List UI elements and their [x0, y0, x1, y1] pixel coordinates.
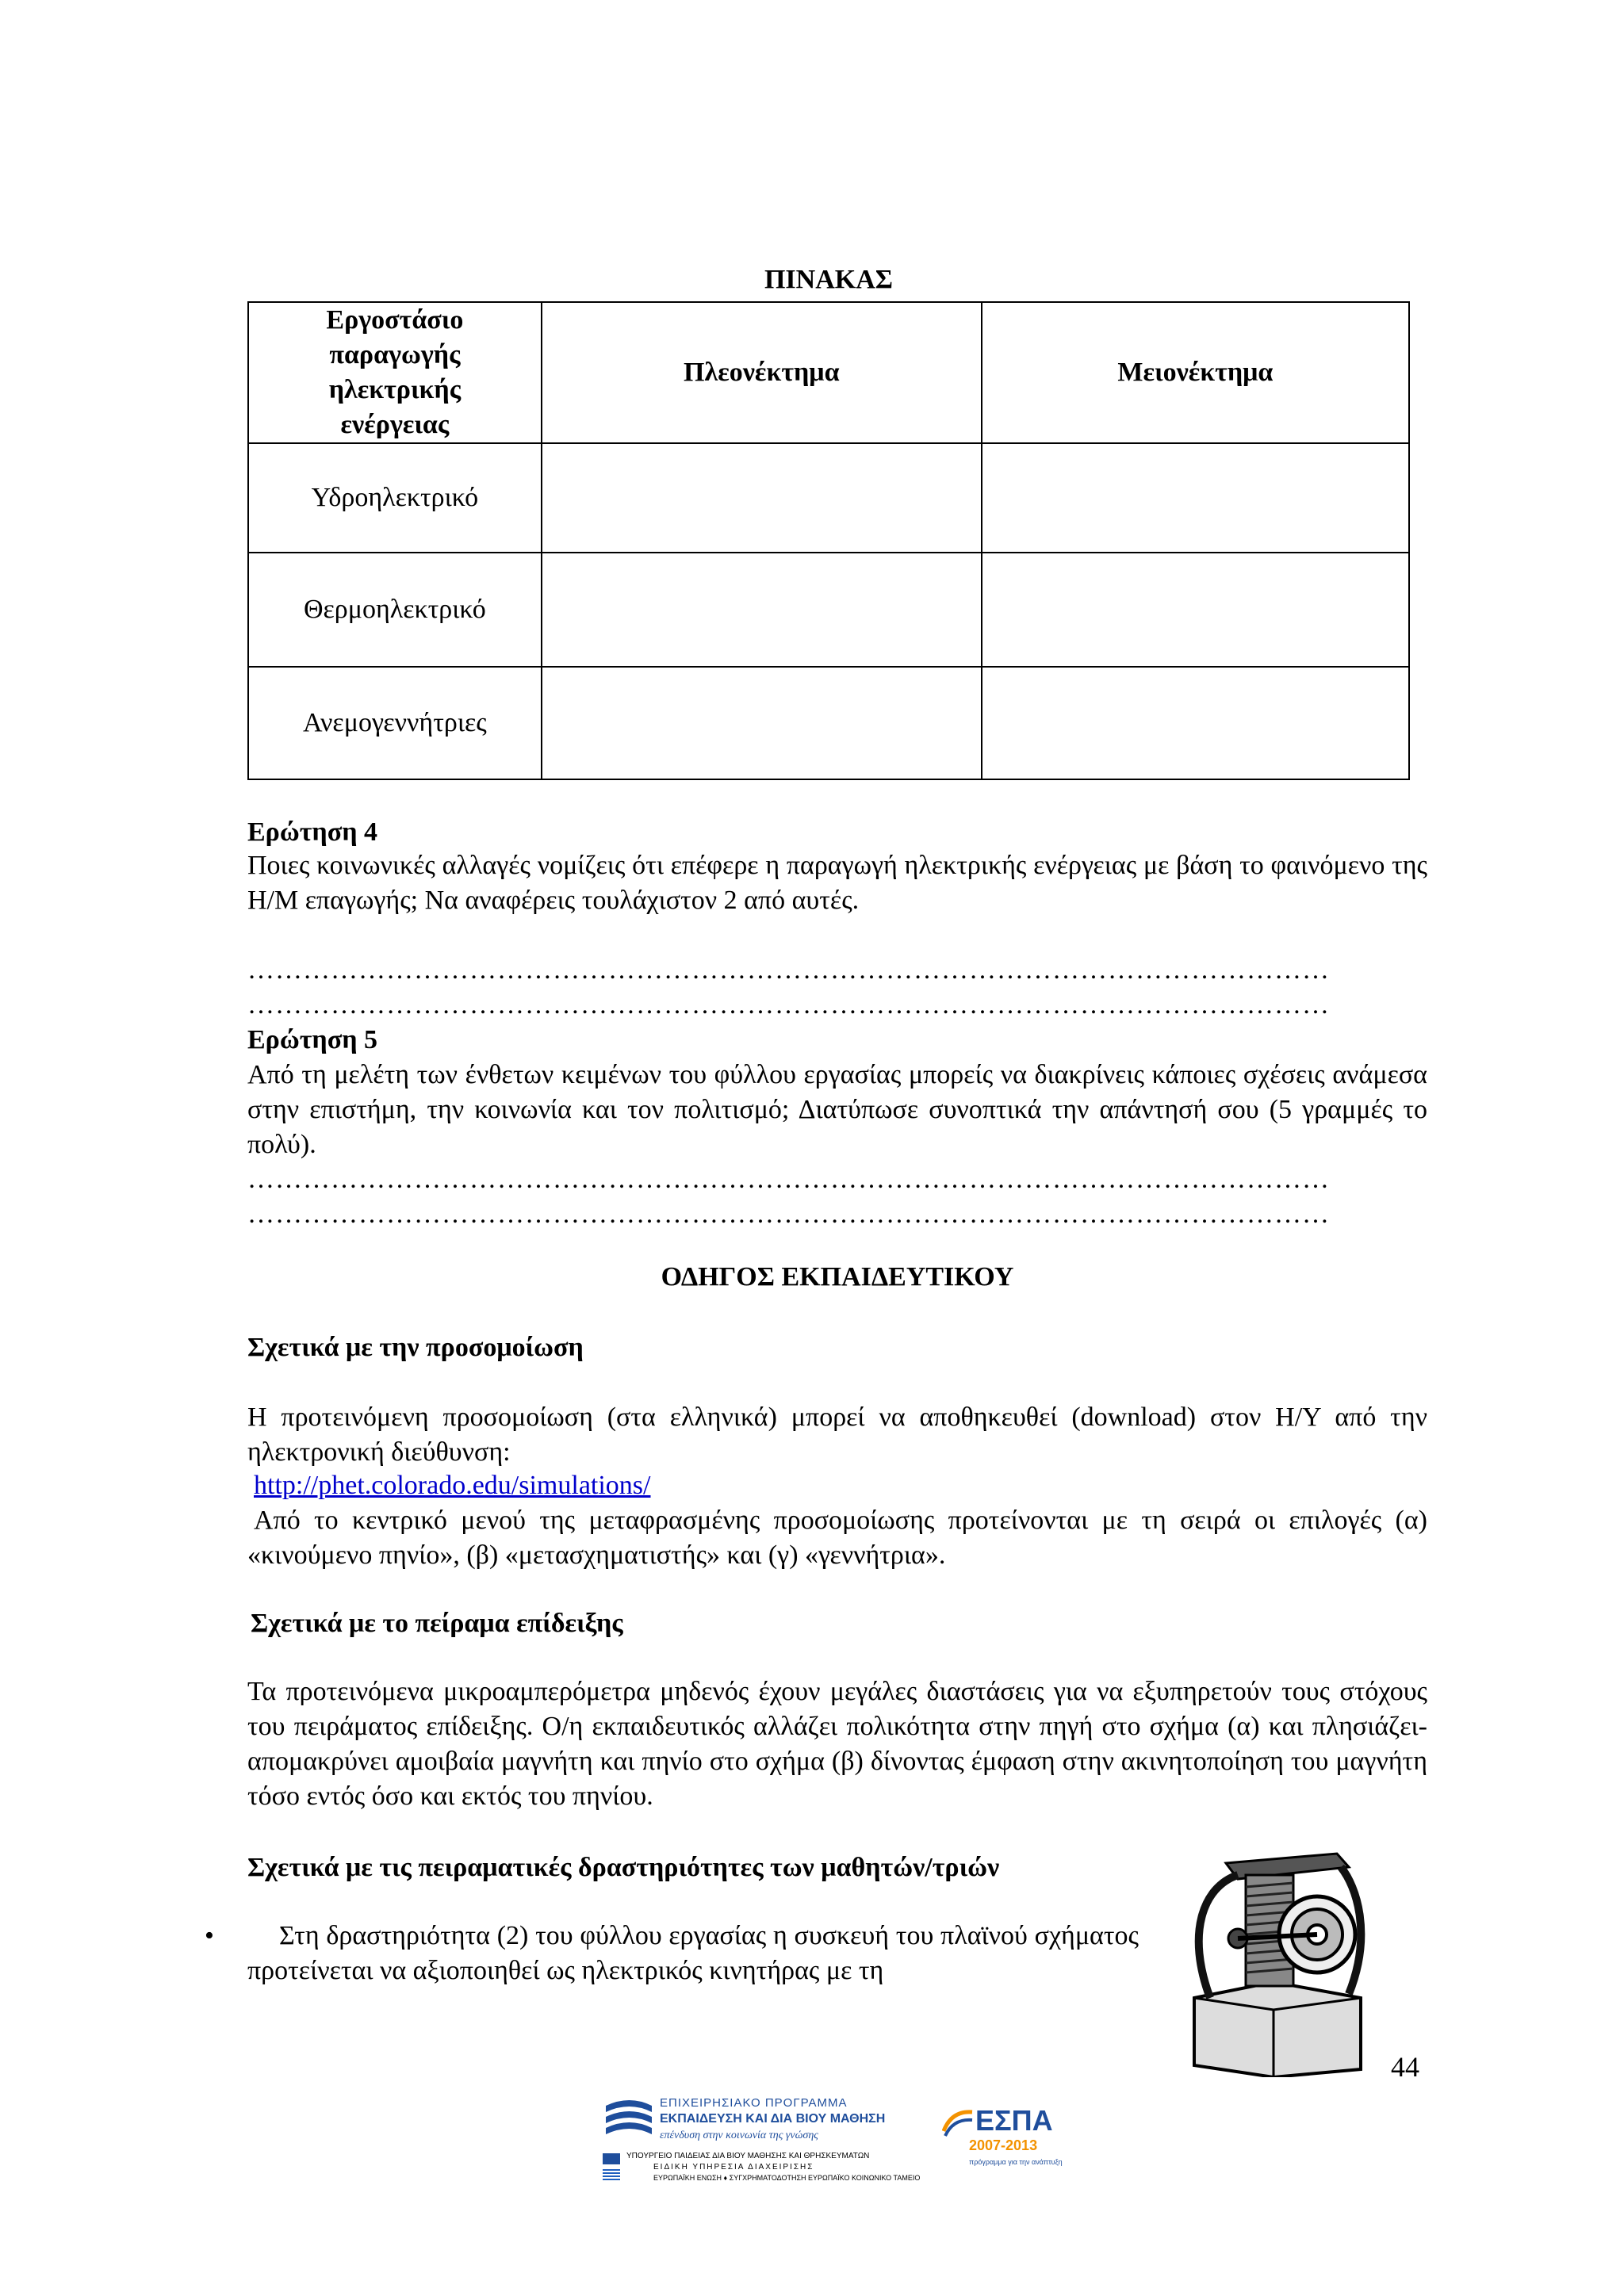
- table-row: [248, 443, 1409, 553]
- row-label-thermal: Θερμοηλεκτρικό: [248, 553, 542, 667]
- simulation-link[interactable]: http://phet.colorado.edu/simulations/: [254, 1471, 651, 1500]
- header-plant: Εργοστάσιο παραγωγής ηλεκτρικής ενέργειας: [248, 302, 542, 443]
- cell-advantage-wind: [542, 667, 982, 779]
- guide-title: ΟΔΗΓΟΣ ΕΚΠΑΙΔΕΥΤΙΚΟΥ: [661, 1262, 1014, 1292]
- answer-line[interactable]: ………………………………………………………………………………………………………: [247, 1200, 1330, 1229]
- epeaek-emblem-icon: [603, 2098, 655, 2144]
- cell-disadvantage-wind: [982, 667, 1409, 779]
- ministry-line3: ΕΥΡΩΠΑΪΚΗ ΕΝΩΣΗ ♦ ΣΥΓΧΡΗΜΑΤΟΔΟΤΗΣΗ ΕΥΡΩΠΑΪΚΟ ΚΟΙΝΩΝΙΚΟ ΤΑΜΕΙΟ: [653, 2174, 921, 2182]
- page-number: 44: [1391, 2051, 1419, 2083]
- demo-text: Τα προτεινόμενα μικροαμπερόμετρα μηδενός έχουν μεγάλες διαστάσεις για να εξυπηρετούν τους στόχους του πειράματος επίδειξης. Ο/η εκπαιδευτικός αλλάζει πολικότητα στην πηγή στο σχήμα (α) και πλησιάζει-απομακρύνει αμοιβαία μαγνήτη και πηνίο στο σχήμα (β) δίνοντας έμφαση στην ακινητοποίηση του μαγνήτη τόσο εντός όσο και εκτός του πηνίου.: [247, 1677, 1427, 1811]
- demo-heading: Σχετικά με το πείραμα επίδειξης: [251, 1609, 623, 1638]
- activity-bullet-text: Στη δραστηριότητα (2) του φύλλου εργασίας η συσκευή του πλαϊνού σχήματος προτείνεται να αξιοποιηθεί ως ηλεκτρικός κινητήρας με τη: [247, 1921, 1139, 1985]
- table-row: [248, 667, 1409, 779]
- espa-logo: [942, 2104, 1069, 2175]
- header-advantage: Πλεονέκτημα: [542, 302, 982, 443]
- table-header-row: [248, 302, 1409, 443]
- answer-line[interactable]: ………………………………………………………………………………………………………: [247, 1165, 1330, 1194]
- answer-line[interactable]: ………………………………………………………………………………………………………: [247, 955, 1330, 985]
- eu-flag-icon: [603, 2153, 620, 2164]
- espa-years: 2007-2013: [969, 2137, 1038, 2153]
- cell-advantage-thermal: [542, 553, 982, 667]
- activities-heading: Σχετικά με τις πειραματικές δραστηριότητες των μαθητών/τριών: [247, 1853, 1000, 1882]
- question-4-text: Ποιες κοινωνικές αλλαγές νομίζεις ότι επέφερε η παραγωγή ηλεκτρικής ενέργειας με βάση το φαινόμενο της Η/Μ επαγωγής; Να αναφέρεις τουλάχιστον 2 από αυτές.: [247, 851, 1427, 915]
- espa-title: ΕΣΠΑ: [975, 2104, 1053, 2137]
- epeaek-line1: ΕΠΙΧΕΙΡΗΣΙΑΚΟ ΠΡΟΓΡΑΜΜΑ: [660, 2096, 848, 2110]
- espa-slogan: πρόγραμμα για την ανάπτυξη: [969, 2158, 1063, 2166]
- question-4-heading: Ερώτηση 4: [247, 817, 378, 847]
- table-row: [248, 553, 1409, 667]
- epeaek-slogan: επένδυση στην κοινωνία της γνώσης: [660, 2130, 818, 2141]
- row-label-hydro: Υδροηλεκτρικό: [248, 443, 542, 553]
- row-label-wind: Ανεμογεννήτριες: [248, 667, 542, 779]
- ministry-line2: ΕΙΔΙΚΗ ΥΠΗΡΕΣΙΑ ΔΙΑΧΕΙΡΙΣΗΣ: [653, 2163, 814, 2172]
- greek-flag-icon: [603, 2169, 620, 2180]
- simulation-heading: Σχετικά με την προσομοίωση: [247, 1333, 584, 1362]
- cell-disadvantage-hydro: [982, 443, 1409, 553]
- answer-line[interactable]: ………………………………………………………………………………………………………: [247, 990, 1330, 1020]
- simulation-text-2: Από το κεντρικό μενού της μεταφρασμένης προσομοίωσης προτείνονται με τη σειρά οι επιλογές (α) «κινούμενο πηνίο», (β) «μετασχηματιστής» και (γ) «γεννήτρια».: [247, 1506, 1427, 1570]
- table-title: ΠΙΝΑΚΑΣ: [764, 265, 893, 294]
- ministry-line1: ΥΠΟΥΡΓΕΙΟ ΠΑΙΔΕΙΑΣ ΔΙΑ ΒΙΟΥ ΜΑΘΗΣΗΣ ΚΑΙ ΘΡΗΣΚΕΥΜΑΤΩΝ: [626, 2152, 870, 2160]
- espa-swoosh-icon: [942, 2107, 974, 2139]
- cell-advantage-hydro: [542, 443, 982, 553]
- epeaek-line2: ΕΚΠΑΙΔΕΥΣΗ ΚΑΙ ΔΙΑ ΒΙΟΥ ΜΑΘΗΣΗ: [660, 2112, 886, 2126]
- power-plants-table: [247, 301, 1410, 780]
- question-5-heading: Ερώτηση 5: [247, 1025, 378, 1054]
- epeaek-logo: [603, 2096, 921, 2191]
- simulation-text: Η προτεινόμενη προσομοίωση (στα ελληνικά) μπορεί να αποθηκευθεί (download) στον Η/Υ από την ηλεκτρονική διεύθυνση:: [247, 1402, 1427, 1467]
- cell-disadvantage-thermal: [982, 553, 1409, 667]
- bullet-marker: •: [205, 1921, 214, 1950]
- question-5-text: Από τη μελέτη των ένθετων κειμένων του φύλλου εργασίας μπορείς να διακρίνεις κάποιες σχέσεις ανάμεσα στην επιστήμη, την κοινωνία και τον πολιτισμό; Διατύπωσε συνοπτικά την απάντησή σου (5 γραμμές το πολύ).: [247, 1060, 1427, 1159]
- header-disadvantage: Μειονέκτημα: [982, 302, 1409, 443]
- electric-motor-illustration: [1178, 1839, 1377, 2077]
